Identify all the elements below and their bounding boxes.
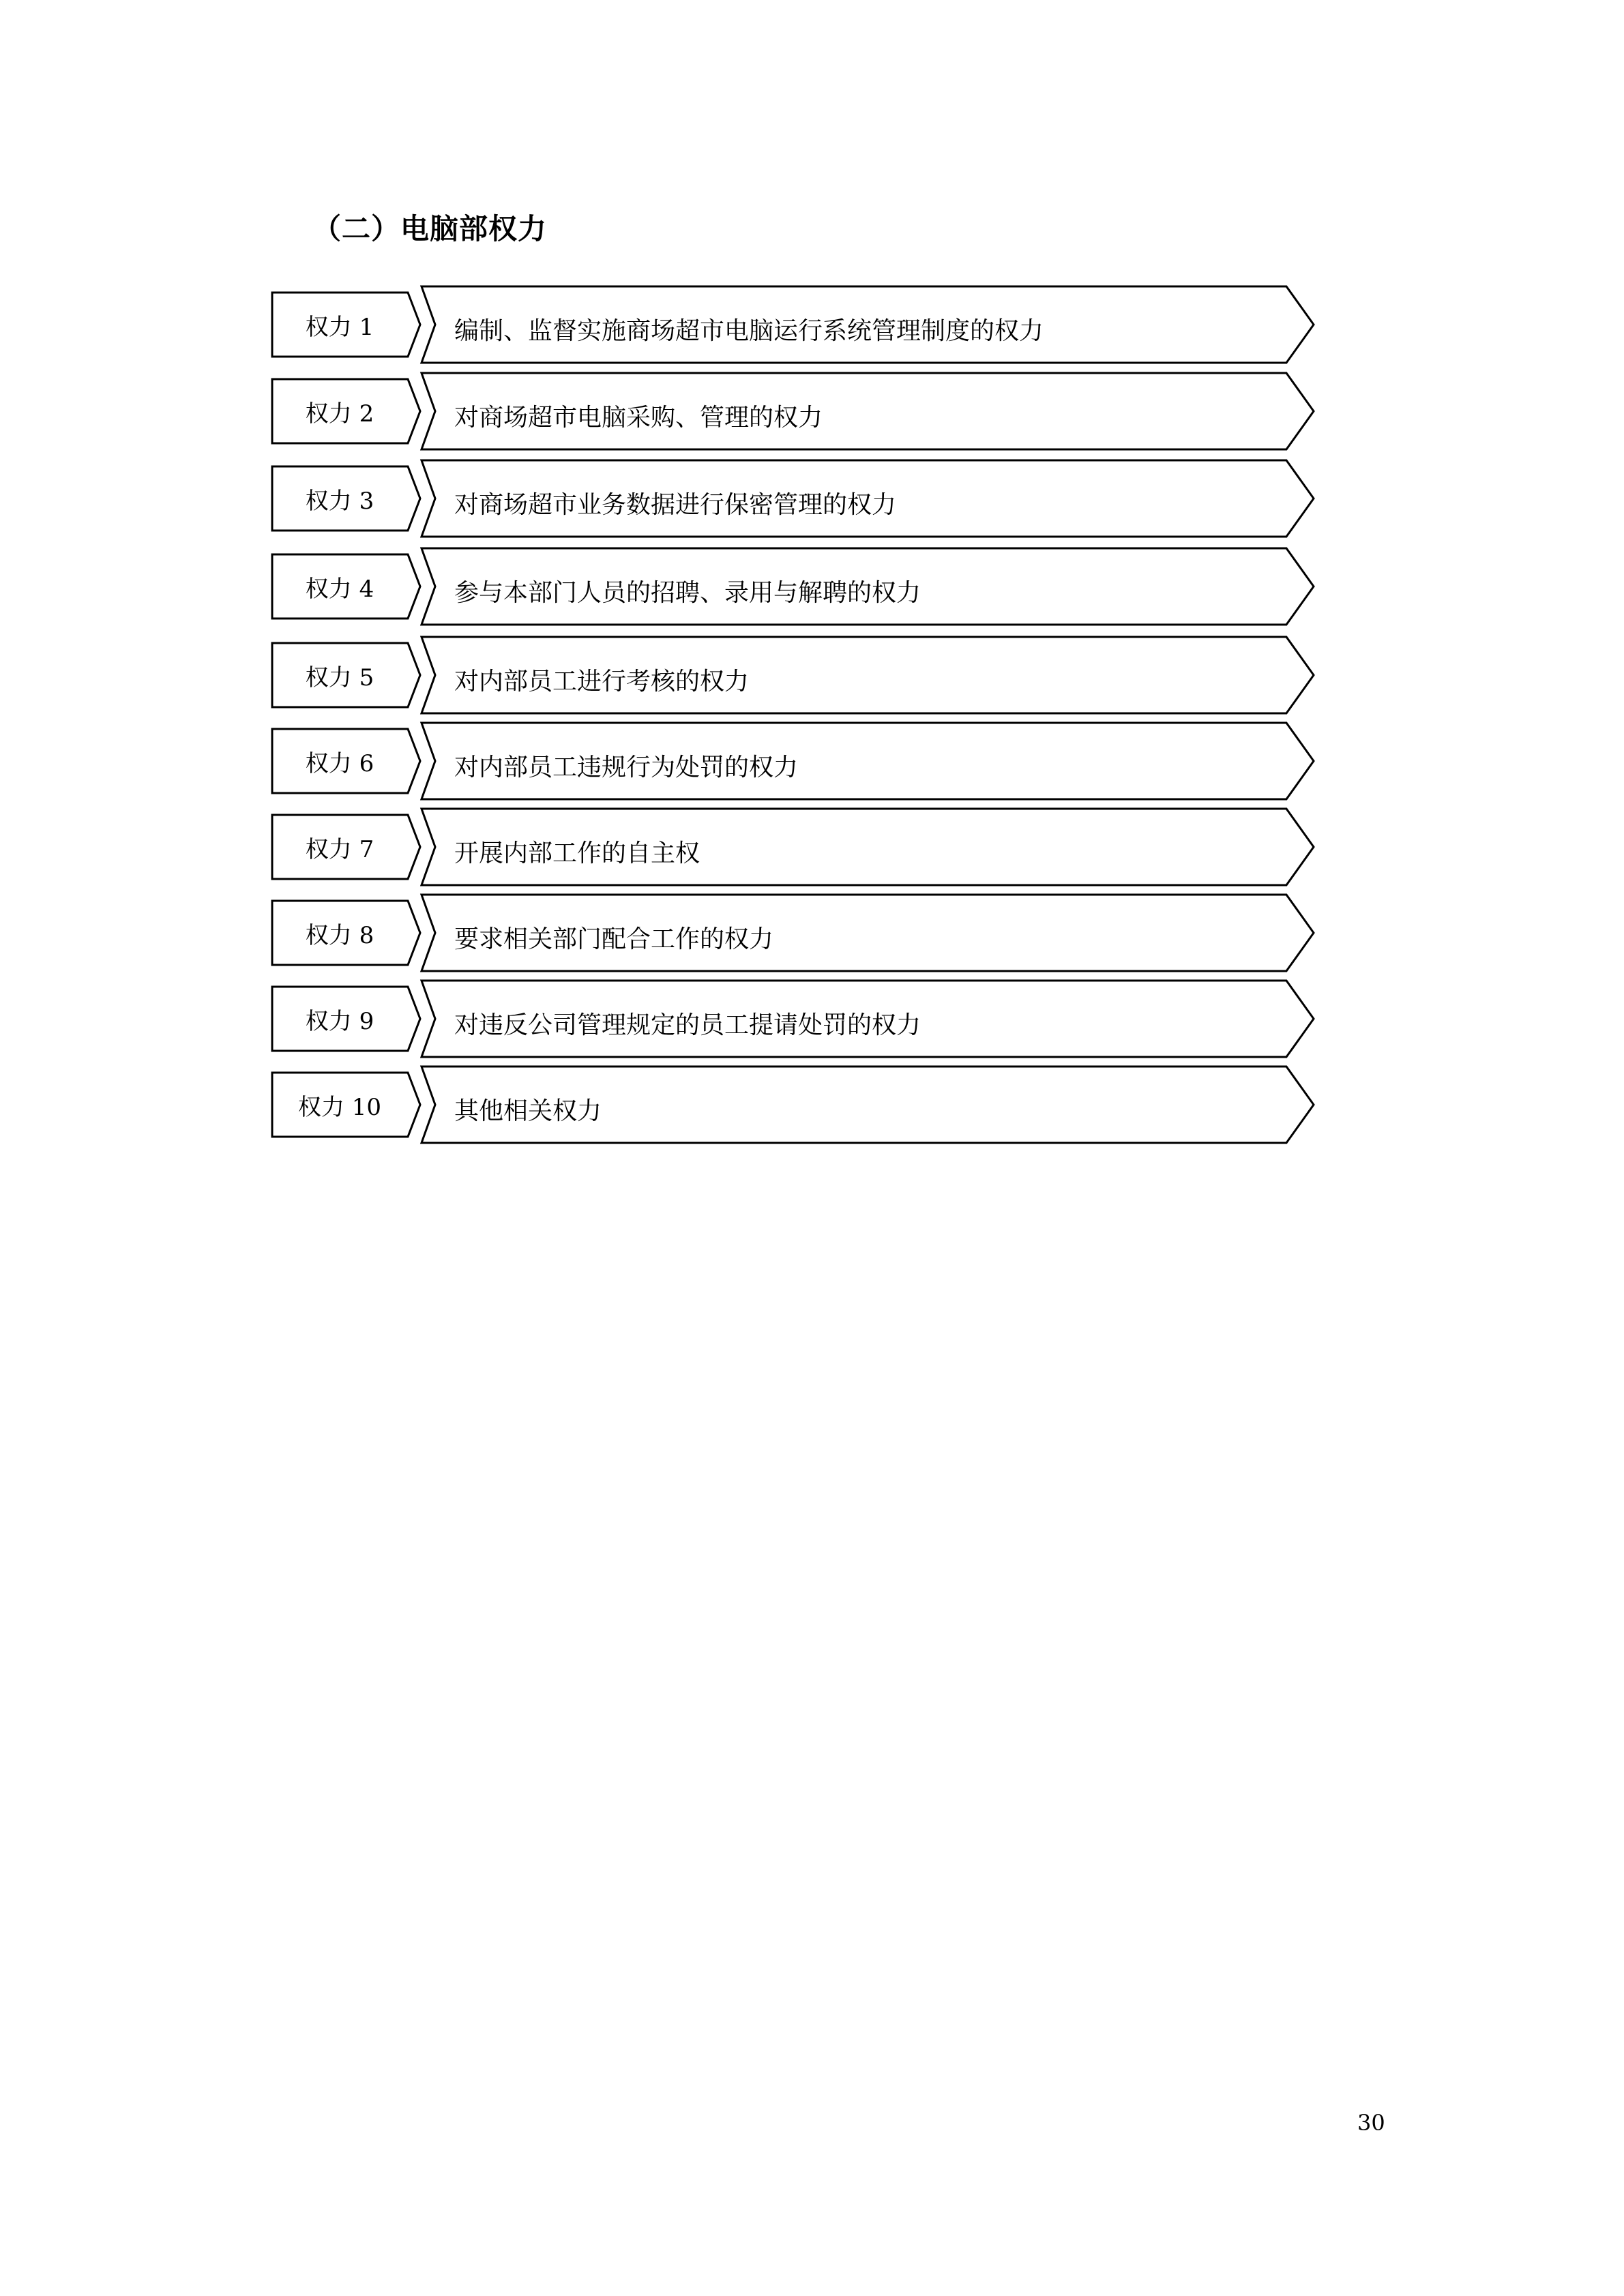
power-description: 对商场超市电脑采购、管理的权力 — [454, 403, 823, 432]
power-tag-6 — [271, 728, 422, 794]
power-arrow-9 — [420, 979, 1315, 1058]
power-row-7 — [271, 807, 1315, 886]
power-arrow-7 — [420, 807, 1315, 886]
power-tag-label: 权力 10 — [297, 1093, 382, 1121]
power-row-6 — [271, 721, 1315, 801]
power-arrow-10 — [420, 1065, 1315, 1144]
power-description: 其他相关权力 — [454, 1097, 602, 1125]
power-tag-4 — [271, 554, 422, 619]
power-row-1 — [271, 285, 1315, 364]
page-number: 30 — [1357, 2110, 1385, 2136]
power-tag-label: 权力 7 — [305, 835, 374, 863]
power-tag-3 — [271, 466, 422, 531]
power-row-8 — [271, 893, 1315, 972]
power-tag-8 — [271, 900, 422, 966]
section-title: （二）电脑部权力 — [312, 212, 548, 245]
power-description: 编制、监督实施商场超市电脑运行系统管理制度的权力 — [454, 316, 1044, 345]
power-description: 参与本部门人员的招聘、录用与解聘的权力 — [454, 578, 921, 607]
power-description: 对商场超市业务数据进行保密管理的权力 — [454, 490, 897, 519]
power-arrow-3 — [420, 459, 1315, 538]
power-arrow-1 — [420, 285, 1315, 364]
power-row-2 — [271, 372, 1315, 451]
power-arrow-4 — [420, 547, 1315, 626]
power-description: 对内部员工进行考核的权力 — [454, 667, 750, 696]
power-tag-label: 权力 6 — [305, 749, 374, 777]
power-arrow-2 — [420, 372, 1315, 451]
power-arrow-8 — [420, 893, 1315, 972]
power-tag-label: 权力 4 — [305, 575, 374, 603]
power-tag-5 — [271, 642, 422, 708]
power-tag-label: 权力 9 — [305, 1007, 374, 1035]
power-arrow-6 — [420, 721, 1315, 801]
power-row-9 — [271, 979, 1315, 1058]
power-row-4 — [271, 547, 1315, 626]
power-tag-label: 权力 1 — [305, 313, 374, 341]
power-tag-label: 权力 5 — [305, 664, 374, 691]
power-tag-label: 权力 8 — [305, 921, 374, 949]
power-tag-1 — [271, 292, 422, 357]
power-arrow-5 — [420, 636, 1315, 715]
power-tag-2 — [271, 378, 422, 444]
power-row-5 — [271, 636, 1315, 715]
power-description: 对内部员工违规行为处罚的权力 — [454, 753, 799, 781]
power-tag-7 — [271, 814, 422, 880]
power-row-3 — [271, 459, 1315, 538]
power-tag-label: 权力 2 — [305, 400, 374, 428]
power-description: 要求相关部门配合工作的权力 — [454, 925, 774, 953]
power-row-10 — [271, 1065, 1315, 1144]
power-description: 对违反公司管理规定的员工提请处罚的权力 — [454, 1011, 921, 1039]
power-description: 开展内部工作的自主权 — [454, 839, 700, 867]
power-tag-9 — [271, 986, 422, 1052]
power-tag-10 — [271, 1072, 422, 1137]
power-tag-label: 权力 3 — [305, 487, 374, 515]
